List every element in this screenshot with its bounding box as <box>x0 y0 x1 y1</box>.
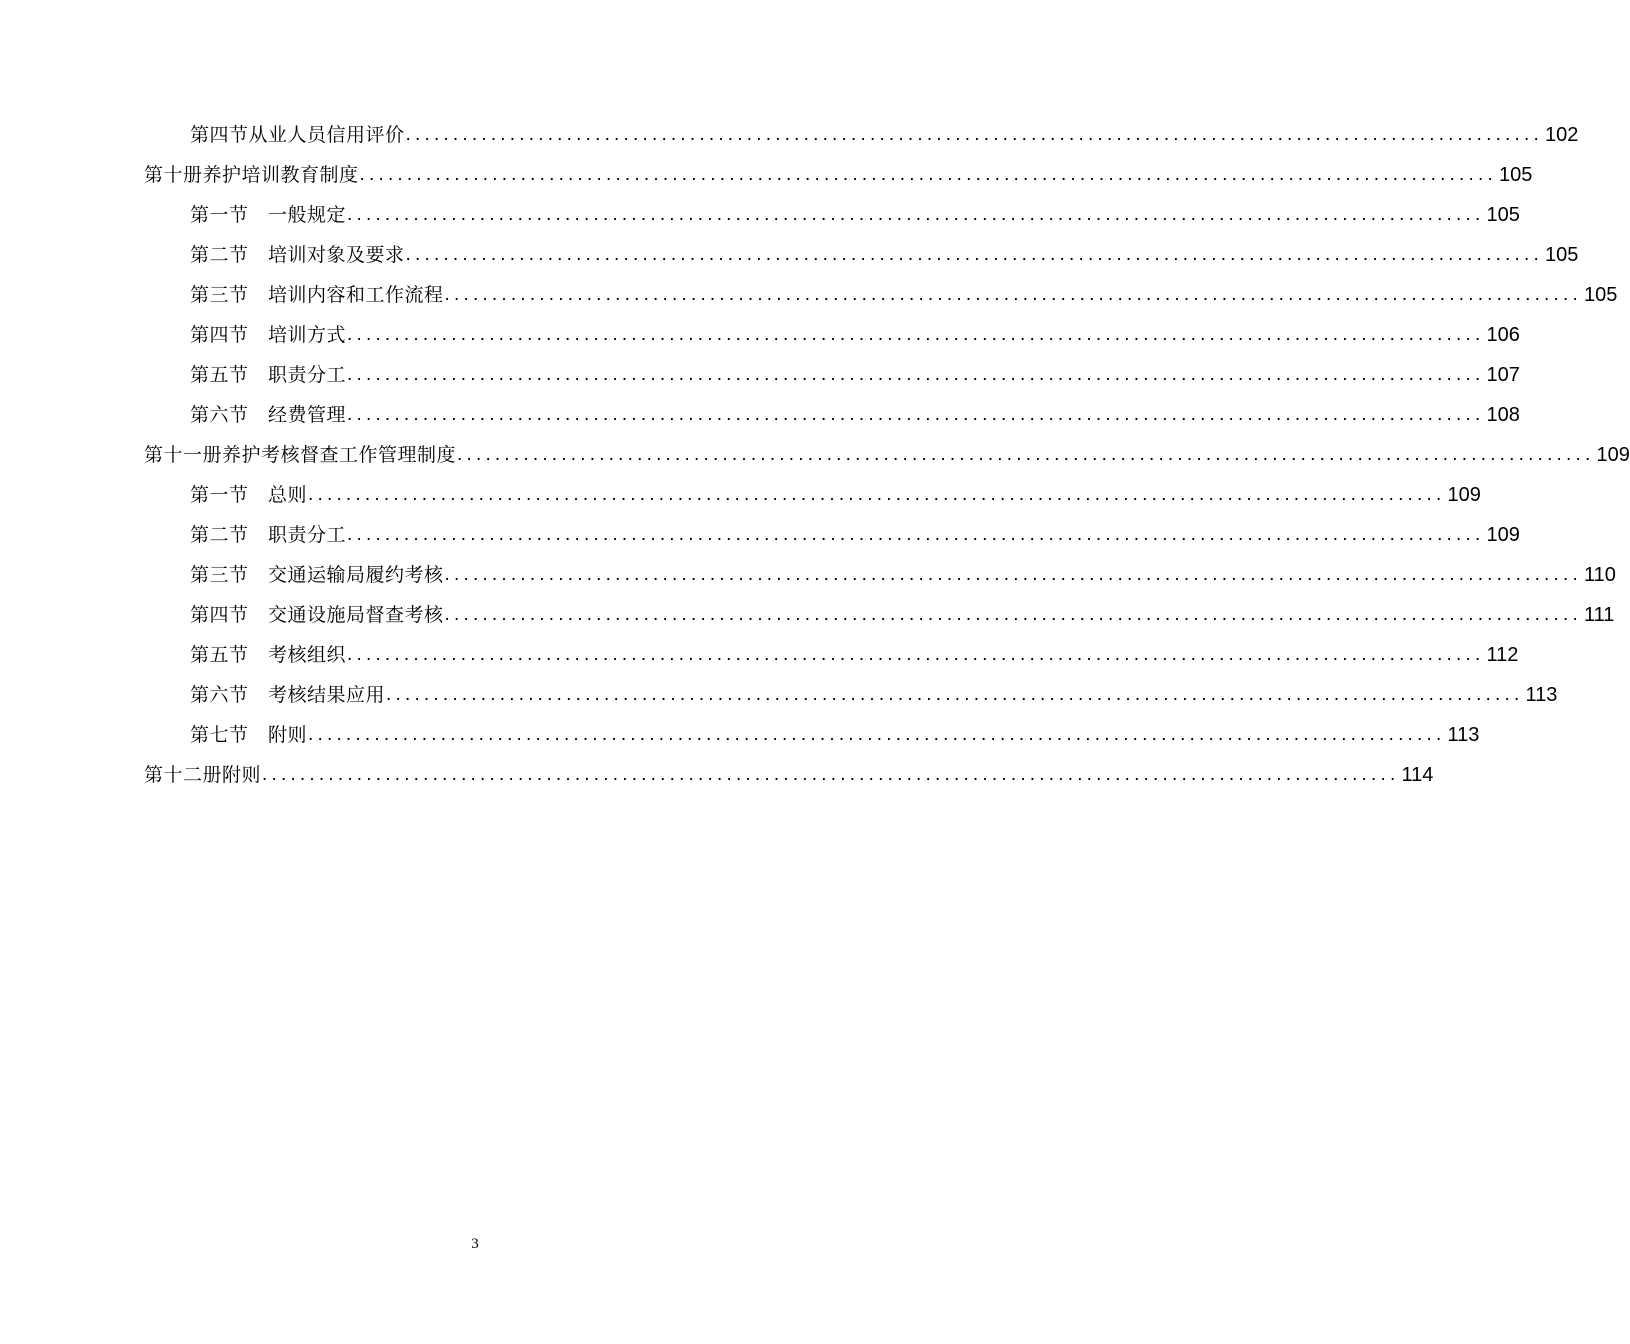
toc-page-number: 107 <box>1486 364 1520 386</box>
toc-dot-leader: ........................................................................................................................ <box>262 764 1400 785</box>
toc-section-entry[interactable] <box>0 715 1480 755</box>
toc-entry-label <box>190 515 346 555</box>
toc-entry-label <box>190 475 307 515</box>
toc-dot-leader: ........................................................................................................................ <box>444 564 1582 585</box>
toc-page-number: 109 <box>1486 524 1520 546</box>
toc-entry-label <box>144 155 359 195</box>
toc-section-number: 第一节 <box>190 204 249 226</box>
toc-page-number: 109 <box>1447 484 1481 506</box>
toc-entry-title: 交通运输局履约考核 <box>268 564 444 586</box>
toc-section-number: 第四节 <box>190 324 249 346</box>
toc-section-number: 第六节 <box>190 684 249 706</box>
toc-entry-title: 一般规定 <box>268 204 347 226</box>
toc-section-number: 第三节 <box>190 284 249 306</box>
toc-dot-leader: ........................................................................................................................ <box>308 484 1446 505</box>
toc-section-entry[interactable] <box>0 195 1520 235</box>
toc-page-number: 106 <box>1486 324 1520 346</box>
toc-section-number: 第六节 <box>190 404 249 426</box>
toc-page-number: 112 <box>1486 644 1519 666</box>
toc-entry-title: 第十一册养护考核督查工作管理制度 <box>144 444 457 466</box>
toc-entry-title: 附则 <box>268 724 308 746</box>
toc-dot-leader: ........................................................................................................................ <box>405 244 1543 265</box>
toc-section-entry[interactable] <box>0 475 1481 515</box>
table-of-contents <box>0 115 1630 795</box>
toc-entry-title: 培训内容和工作流程 <box>268 284 444 306</box>
toc-entry-title: 培训方式 <box>268 324 347 346</box>
toc-section-entry[interactable] <box>0 315 1520 355</box>
toc-entry-title: 考核组织 <box>268 644 347 666</box>
toc-entry-label <box>190 275 444 315</box>
toc-section-entry[interactable] <box>0 555 1616 595</box>
toc-page-number: 105 <box>1583 284 1618 306</box>
toc-entry-label <box>190 355 346 395</box>
toc-dot-leader: ........................................................................................................................ <box>347 364 1485 385</box>
toc-chapter-entry[interactable] <box>0 435 1630 475</box>
toc-section-entry[interactable] <box>0 595 1615 635</box>
toc-section-number: 第七节 <box>190 724 249 746</box>
toc-dot-leader: ........................................................................................................................ <box>347 524 1485 545</box>
toc-page-number: 105 <box>1498 164 1533 186</box>
toc-page-number: 105 <box>1486 204 1520 226</box>
toc-page-number: 113 <box>1525 684 1558 706</box>
toc-section-entry[interactable] <box>0 355 1520 395</box>
toc-page-number: 109 <box>1596 444 1630 466</box>
toc-section-entry[interactable] <box>0 515 1520 555</box>
page-number: 3 <box>471 1236 479 1252</box>
toc-entry-label <box>190 715 307 755</box>
toc-dot-leader: ........................................................................................................................ <box>308 724 1446 745</box>
toc-dot-leader: ........................................................................................................................ <box>405 124 1543 145</box>
toc-chapter-entry[interactable] <box>0 755 1434 795</box>
toc-section-number: 第四节 <box>190 604 249 626</box>
toc-page-number: 102 <box>1544 124 1579 146</box>
toc-page-number: 108 <box>1486 404 1520 426</box>
toc-entry-label <box>190 235 405 275</box>
toc-entry-title: 总则 <box>268 484 308 506</box>
toc-section-number: 第二节 <box>190 524 249 546</box>
toc-chapter-entry[interactable] <box>0 155 1533 195</box>
toc-section-number: 第三节 <box>190 564 249 586</box>
toc-page-number: 113 <box>1447 724 1480 746</box>
toc-dot-leader: ........................................................................................................................ <box>359 164 1497 185</box>
toc-section-entry[interactable] <box>0 635 1519 675</box>
toc-entry-title: 交通设施局督查考核 <box>268 604 444 626</box>
toc-section-entry[interactable] <box>0 675 1558 715</box>
toc-entry-title: 第十册养护培训教育制度 <box>144 164 359 186</box>
toc-entry-label <box>190 595 444 635</box>
toc-entry-title: 经费管理 <box>268 404 347 426</box>
toc-dot-leader: ........................................................................................................................ <box>444 284 1582 305</box>
toc-entry-title: 第十二册附则 <box>144 764 262 786</box>
toc-entry-title: 第四节从业人员信用评价 <box>190 124 405 146</box>
toc-dot-leader: ........................................................................................................................ <box>386 684 1524 705</box>
toc-page-number: 111 <box>1583 604 1615 626</box>
toc-entry-label <box>190 555 444 595</box>
toc-entry-label <box>144 435 456 475</box>
toc-dot-leader: ........................................................................................................................ <box>347 644 1485 665</box>
toc-dot-leader: ........................................................................................................................ <box>347 324 1485 345</box>
toc-entry-title: 培训对象及要求 <box>268 244 405 266</box>
toc-entry-title: 考核结果应用 <box>268 684 386 706</box>
toc-section-number: 第五节 <box>190 364 249 386</box>
toc-section-number: 第五节 <box>190 644 249 666</box>
toc-entry-label <box>190 635 346 675</box>
toc-entry-label <box>190 115 405 155</box>
toc-dot-leader: ........................................................................................................................ <box>347 404 1485 425</box>
toc-entry-title: 职责分工 <box>268 364 347 386</box>
toc-page-number: 105 <box>1544 244 1579 266</box>
toc-section-number: 第一节 <box>190 484 249 506</box>
toc-page-number: 110 <box>1583 564 1616 586</box>
toc-entry-label <box>190 195 346 235</box>
toc-entry-title: 职责分工 <box>268 524 347 546</box>
toc-section-entry[interactable] <box>0 115 1579 155</box>
toc-entry-label <box>144 755 261 795</box>
toc-entry-label <box>190 395 346 435</box>
toc-section-entry[interactable] <box>0 275 1618 315</box>
toc-page-number: 114 <box>1401 764 1434 786</box>
toc-section-entry[interactable] <box>0 235 1579 275</box>
toc-entry-label <box>190 315 346 355</box>
toc-dot-leader: ........................................................................................................................ <box>457 444 1595 465</box>
toc-section-entry[interactable] <box>0 395 1520 435</box>
toc-entry-label <box>190 675 385 715</box>
toc-dot-leader: ........................................................................................................................ <box>347 204 1485 225</box>
toc-section-number: 第二节 <box>190 244 249 266</box>
toc-dot-leader: ........................................................................................................................ <box>444 604 1582 625</box>
